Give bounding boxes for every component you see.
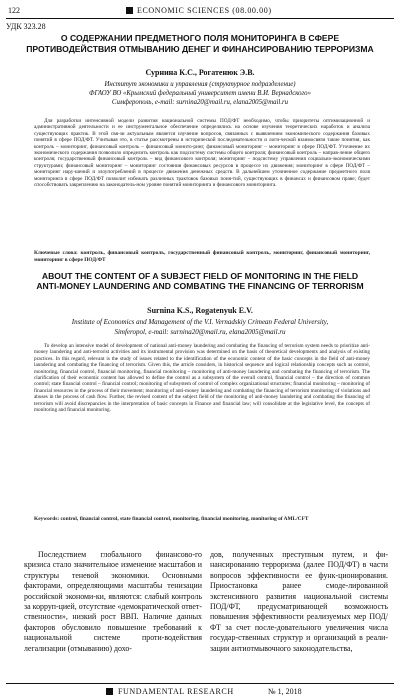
footer-issue: № 1, 2018 bbox=[268, 687, 302, 696]
affiliation-en-line-2: Simferopol, e-mail: surnina20@mail.ru, elana2005@mail.ru bbox=[114, 328, 286, 336]
affiliation-ru-line-1: Институт экономики и управления (структурное подразделение) bbox=[104, 81, 296, 88]
article-title-ru: О СОДЕРЖАНИИ ПРЕДМЕТНОГО ПОЛЯ МОНИТОРИНГА В СФЕРЕ ПРОТИВОДЕЙСТВИЯ ОТМЫВАНИЮ ДЕНЕГ И ФИНАНСИРОВАНИЮ ТЕРРОРИЗМА bbox=[26, 33, 374, 54]
authors-en: Surnina K.S., Rogatenyuk E.V. bbox=[147, 306, 253, 315]
square-bullet-icon bbox=[106, 688, 113, 695]
footer-journal bbox=[106, 686, 234, 698]
affiliation-ru-line-2: ФГАОУ ВО «Крымский федеральный университет имени В.И. Вернадского» bbox=[89, 90, 311, 97]
abstract-ru: Для разработки интенсивной модели развития национальной системы ПОД/ФТ необходимо, чтобы приоритеты оптимизационной и административной деятельности и ее инструментальное обеспечение определялись на основе изучения теоретических наработок и анализа существующих практик. В этой свя-зи актуальным является изучение вопросов, связанных с выявлением экономического содержания базовых понятий в сфере ПОД/ФТ. Учитывая это, в статье рассмотрены в исторической последовательности и логи-ческой взаимосвязи такие понятия, как контроль – мониторинг, финансовый контроль – финансовый монито-ринг, финансовый мониторинг – мониторинг в сфере ПОД/ФТ. Уточнение их экономического содержания позволило определить контроль как подсистему системы общего контроля; финансовый контроль – направ-ление общего контроля; государственный финансовый контроль – вид финансового контроля; мониторинг – подсистему управления социально-экономическими структурами; финансовый мониторинг – мониторинг состояния финансовых ресурсов в процессе их движения; мониторинг в сфере ПОД/ФТ – мониторинг нару-шений и злоупотреблений в процессе движения денежных средств. В дальнейшем уточненное содержание предметного поля мониторинга в сфере ПОД/ФТ позволит избежать различных трактовок базовых поня-тий, существующих в финансах и финансовом праве; будет способствовать закреплению на законодатель-ном уровне понятий мониторинга и финансового мониторинга. bbox=[34, 118, 370, 189]
article-title-en: ABOUT THE CONTENT OF A SUBJECT FIELD OF MONITORING IN THE FIELD ANTI-MONEY LAUNDERING AND COMBATING THE FINANCING OF TERRORISM bbox=[36, 271, 364, 292]
body-column-right: дов, полученных преступным путем, и фи-нансированию терроризма (далее ПОД/ФТ) в части вопросов эффективности ее функ-ционирования. Приостановка ранее смоде-лированной экстенсивного развития национальной системы ПОД/ФТ, предусматривающей возможность повышения эффективности реализуемых мер ПОД/ФТ за счет после-довательного увеличения числа государ-ственных структур и организаций в реали-зации антиотмывочного законодательства, bbox=[210, 550, 388, 653]
running-footer bbox=[6, 686, 394, 698]
running-header bbox=[6, 4, 394, 18]
keywords-en: Keywords: control, financial control, state financial control, monitoring, financial monitoring, monitoring of AML/CFT bbox=[34, 516, 309, 522]
footer-journal-label: FUNDAMENTAL RESEARCH bbox=[118, 687, 234, 696]
footer-rule bbox=[6, 683, 394, 684]
journal-section bbox=[126, 5, 272, 17]
authors-ru: Сурнина К.С., Рогатенюк Э.В. bbox=[145, 68, 255, 77]
journal-section-label: ECONOMIC SCIENCES (08.00.00) bbox=[137, 6, 272, 15]
udk-code: УДК 323.28 bbox=[6, 22, 46, 31]
header-rule bbox=[6, 18, 394, 19]
affiliation-en-line-1: Institute of Economics and Management of the V.I. Vernadskiy Crimean Federal University, bbox=[71, 318, 329, 326]
abstract-en: To develop an intensive model of development of national anti-money laundering and combating the financing of terrorism system needs to prioritize anti-money laundering and anti-terrorist activities and its instrumental provision was determined on the basis of theoretical developments and analysis of existing practices. In this regard, relevant is the study of issues related to the identification of the economic content of the basic concepts in the field of anti-money laundering and combating the financing of terrorism. Given this, the article considers, in historical sequence and logical relationship concepts such as control, monitoring, financial control, financial monitoring, financial monitoring – monitoring of anti-money laundering and combating the financing of terrorism. The clarification of their economic content has allowed to define the control as a subsystem of the overall control, financial control – the direction of common control; state financial control – financial control; monitoring of subsystem of control of complex organizational structures; financial monitoring – monitoring of financial resources in the process of their movement; monitoring of anti-money laundering and combating the financing of terrorism monitoring of violations and abuses in the process of cash flow. Further, the revised content of the subject field of the monitoring of anti-money laundering and combating the financing of terrorism will avoid discrepancies in the interpretation of basic concepts in Finance and financial law; will consolidate at the legislative level, the concepts of monitoring and financial monitoring. bbox=[34, 343, 370, 414]
body-column-left: Последствием глобального финансово-го кризиса стало значительное изменение масштабов и структуры теневой экономики. Основными факторами, определяющими масштабы тенизации российской экономи-ки, являются: слабый контроль за корруп-цией, отсутствие «демократической ответ-ственности», низкий рост ВВП. Наличие данных факторов обусловило повышение требований к национальной системе проти-водействия легализации (отмыванию) дохо- bbox=[24, 550, 202, 653]
affiliation-ru-line-3: Симферополь, e-mail: surnina20@mail.ru, elana2005@mail.ru bbox=[111, 99, 289, 106]
page-number: 122 bbox=[8, 6, 20, 15]
keywords-ru: Ключевые слова: контроль, финансовый контроль, государственный финансовый контроль, мониторинг, финансовый мониторинг, мониторинг в сфере ПОД/ФТ bbox=[34, 250, 370, 263]
square-bullet-icon bbox=[126, 7, 133, 14]
